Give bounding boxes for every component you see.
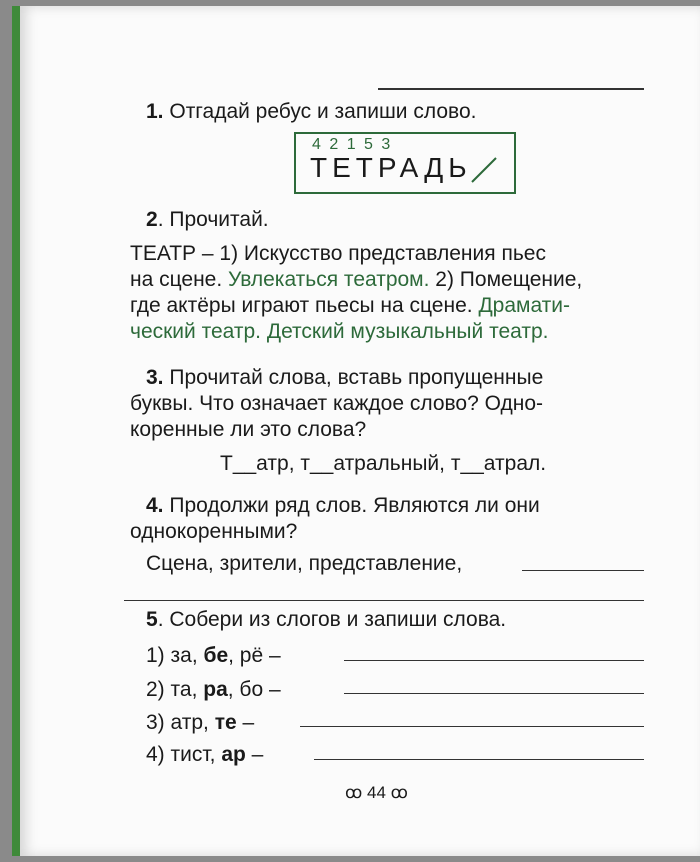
task3-words: Т__атр, т__атральный, т__атрал.: [220, 452, 547, 475]
item-text: 3) атр,: [146, 711, 215, 734]
task5-number: 5: [146, 608, 158, 631]
item-bold: ра: [203, 678, 228, 701]
task2-text: . Прочитай.: [157, 208, 269, 231]
task5-item: [146, 642, 281, 670]
item-bold: бе: [203, 644, 229, 667]
task2-example2: Драмати-: [478, 294, 571, 317]
task5-item: [146, 676, 281, 704]
answer-line[interactable]: [314, 759, 644, 760]
answer-line[interactable]: [522, 570, 644, 571]
rebus-word: ТЕТРАДЬ: [310, 152, 472, 183]
task3-line1: [146, 364, 543, 392]
item-text: , рё –: [228, 644, 281, 667]
task4-line3: Сцена, зрители, представление,: [146, 552, 463, 575]
task5-text: . Собери из слогов и запиши слова.: [157, 608, 507, 631]
task5-heading: [146, 606, 506, 634]
item-bold: те: [214, 711, 237, 734]
rebus-digits: 4 2 1 5 3: [312, 136, 393, 153]
task4-line1: [146, 492, 540, 520]
answer-line[interactable]: [344, 660, 644, 661]
task4-number: 4.: [146, 494, 164, 517]
task1-text: Отгадай ребус и запиши слово.: [169, 100, 477, 123]
item-text: , бо –: [227, 678, 281, 701]
item-text: 4) тист,: [146, 743, 222, 766]
task1-heading: [146, 98, 476, 126]
task4-line2: однокоренными?: [130, 520, 298, 543]
task4-text: Продолжи ряд слов. Являются ли они: [163, 494, 540, 517]
rebus-box: [294, 132, 516, 194]
page-number: ꝏ 44 ꝏ: [345, 783, 408, 802]
task2-heading: [146, 206, 269, 234]
answer-line[interactable]: [124, 600, 644, 601]
item-text: 1) за,: [146, 644, 204, 667]
task2-line4: ческий театр. Детский музыкальный театр.: [130, 320, 549, 343]
task2-example1: Увлекаться театром.: [228, 268, 430, 291]
item-text: 2) та,: [146, 678, 204, 701]
task5-item: [146, 741, 263, 769]
task2-line2: [130, 266, 582, 294]
task2-number: 2: [146, 208, 158, 231]
task1-number: 1.: [146, 100, 164, 123]
task3-number: 3.: [146, 366, 164, 389]
item-text: –: [245, 743, 264, 766]
task3-line3: коренные ли это слова?: [130, 418, 367, 441]
strike-check-icon: [470, 156, 498, 186]
task2-line2-c: 2) Помещение,: [429, 268, 583, 291]
answer-line[interactable]: [344, 693, 644, 694]
task3-line2: буквы. Что означает каждое слово? Одно-: [130, 392, 544, 415]
task2-line3: [130, 292, 570, 320]
task5-item: [146, 709, 254, 737]
answer-line-top: [378, 88, 644, 90]
item-text: –: [236, 711, 255, 734]
task2-line1: ТЕАТР – 1) Искусство представления пьес: [130, 242, 546, 265]
task3-text: Прочитай слова, вставь пропущенные: [163, 366, 544, 389]
item-bold: ар: [221, 743, 246, 766]
task2-line2-a: на сцене.: [130, 268, 229, 291]
answer-line[interactable]: [300, 726, 644, 727]
task2-line3-a: где актёры играют пьесы на сцене.: [130, 294, 479, 317]
